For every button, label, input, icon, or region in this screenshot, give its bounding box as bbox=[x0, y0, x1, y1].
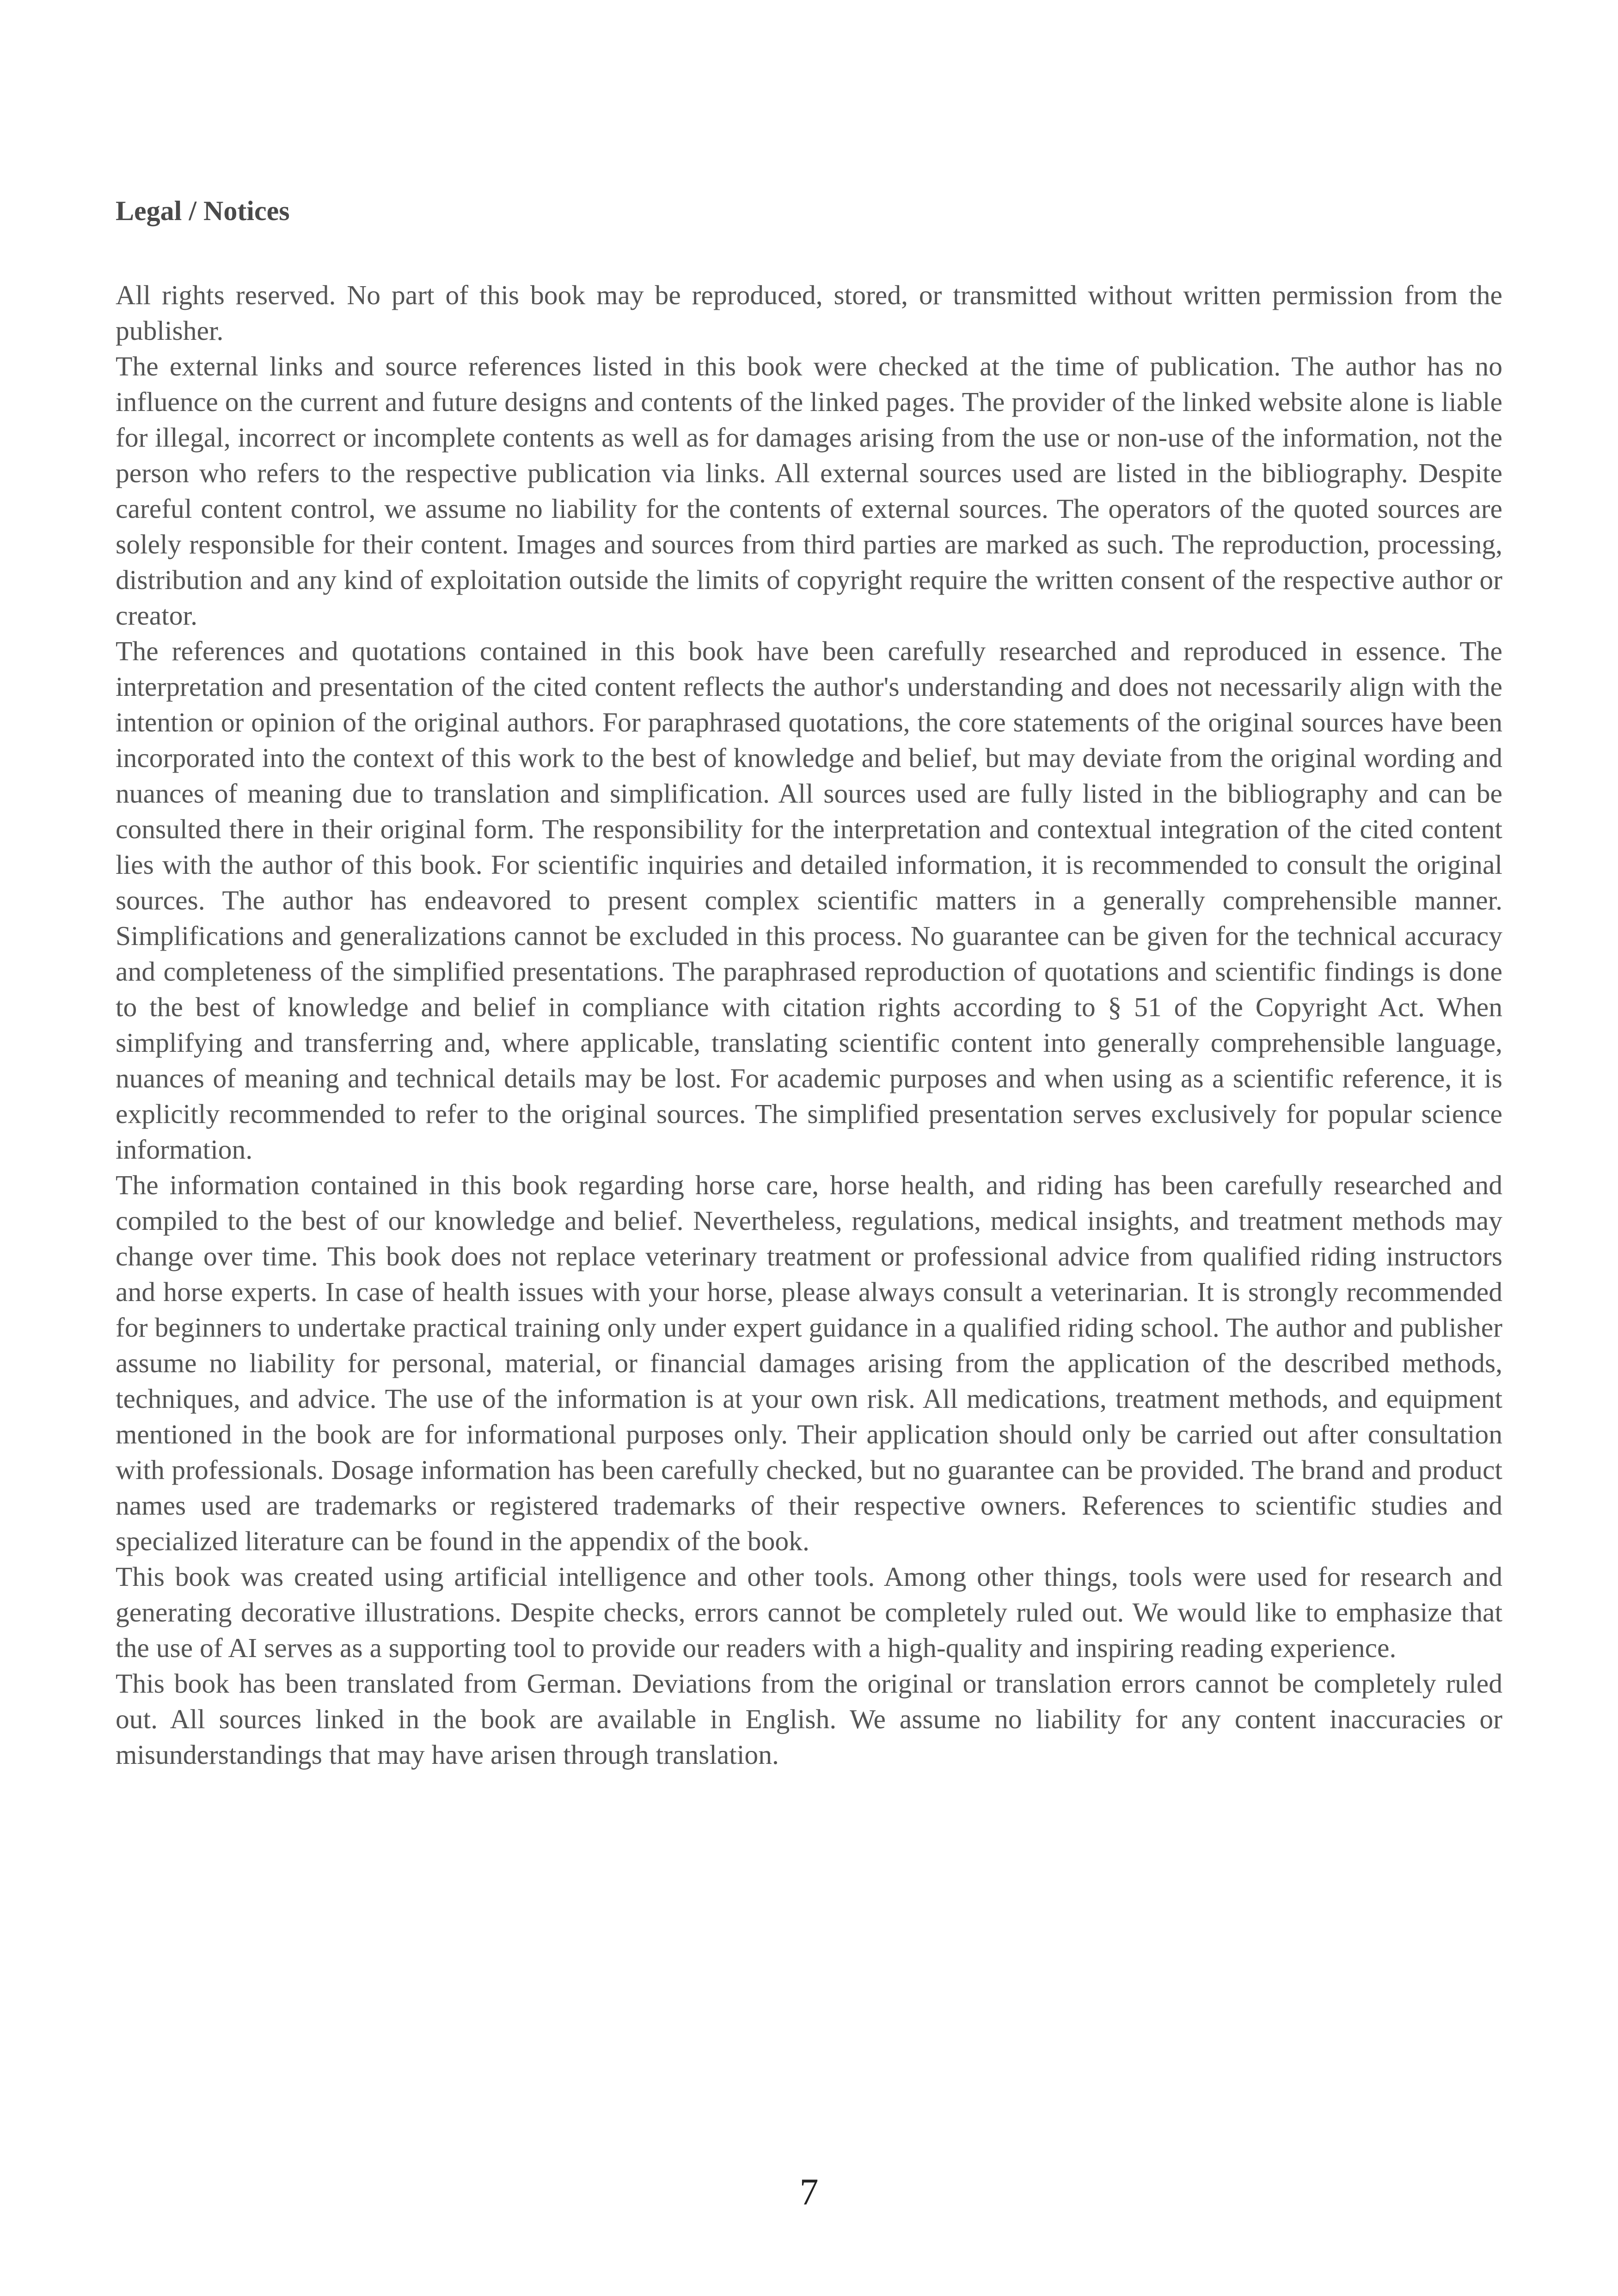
section-title: Legal / Notices bbox=[116, 196, 290, 226]
paragraph-ai-notice: This book was created using artificial intelligence and other tools. Among other things, tools were used for research and generating decorative illustrations. Despite checks, errors cannot be completely ruled out. We would like to emphasize that the use of AI serves as a supporting tool to provide our readers with a high-quality and inspiring reading experience. bbox=[116, 1561, 1502, 1663]
page-content bbox=[116, 194, 1502, 1773]
paragraph-rights: All rights reserved. No part of this book may be reproduced, stored, or transmitted without written permission from the publisher. bbox=[116, 280, 1502, 346]
paragraph-external-links: The external links and source references listed in this book were checked at the time of publication. The author has no influence on the current and future designs and contents of the linked pages. The provider of the linked website alone is liable for illegal, incorrect or incomplete contents as well as for damages arising from the use or non-use of the information, not the person who refers to the respective publication via links. All external sources used are listed in the bibliography. Despite careful content control, we assume no liability for the contents of external sources. The operators of the quoted sources are solely responsible for their content. Images and sources from third parties are marked as such. The reproduction, processing, distribution and any kind of exploitation outside the limits of copyright require the written consent of the respective author or creator. bbox=[116, 351, 1502, 631]
paragraph-translation-notice: This book has been translated from German. Deviations from the original or translation errors cannot be completely ruled out. All sources linked in the book are available in English. We assume no liability for any content inaccuracies or misunderstandings that may have arisen through translation. bbox=[116, 1668, 1502, 1770]
paragraph-references: The references and quotations contained in this book have been carefully researched and reproduced in essence. The interpretation and presentation of the cited content reflects the author's understanding and does not necessarily align with the intention or opinion of the original authors. For paraphrased quotations, the core statements of the original sources have been incorporated into the context of this work to the best of knowledge and belief, but may deviate from the original wording and nuances of meaning due to translation and simplification. All sources used are fully listed in the bibliography and can be consulted there in their original form. The responsibility for the interpretation and contextual integration of the cited content lies with the author of this book. For scientific inquiries and detailed information, it is recommended to consult the original sources. The author has endeavored to present complex scientific matters in a generally comprehensible manner. Simplifications and generalizations cannot be excluded in this process. No guarantee can be given for the technical accuracy and completeness of the simplified presentations. The paraphrased reproduction of quotations and scientific findings is done to the best of knowledge and belief in compliance with citation rights according to § 51 of the Copyright Act. When simplifying and transferring and, where applicable, translating scientific content into generally comprehensible language, nuances of meaning and technical details may be lost. For academic purposes and when using as a scientific reference, it is explicitly recommended to refer to the original sources. The simplified presentation serves exclusively for popular science information. bbox=[116, 636, 1502, 1165]
paragraph-horse-care-disclaimer: The information contained in this book regarding horse care, horse health, and riding has been carefully researched and compiled to the best of our knowledge and belief. Nevertheless, regulations, medical insights, and treatment methods may change over time. This book does not replace veterinary treatment or professional advice from qualified riding instructors and horse experts. In case of health issues with your horse, please always consult a veterinarian. It is strongly recommended for beginners to undertake practical training only under expert guidance in a qualified riding school. The author and publisher assume no liability for personal, material, or financial damages arising from the application of the described methods, techniques, and advice. The use of the information is at your own risk. All medications, treatment methods, and equipment mentioned in the book are for informational purposes only. Their application should only be carried out after consultation with professionals. Dosage information has been carefully checked, but no guarantee can be provided. The brand and product names used are trademarks or registered trademarks of their respective owners. References to scientific studies and specialized literature can be found in the appendix of the book. bbox=[116, 1170, 1502, 1556]
page-number: 7 bbox=[799, 2171, 819, 2213]
